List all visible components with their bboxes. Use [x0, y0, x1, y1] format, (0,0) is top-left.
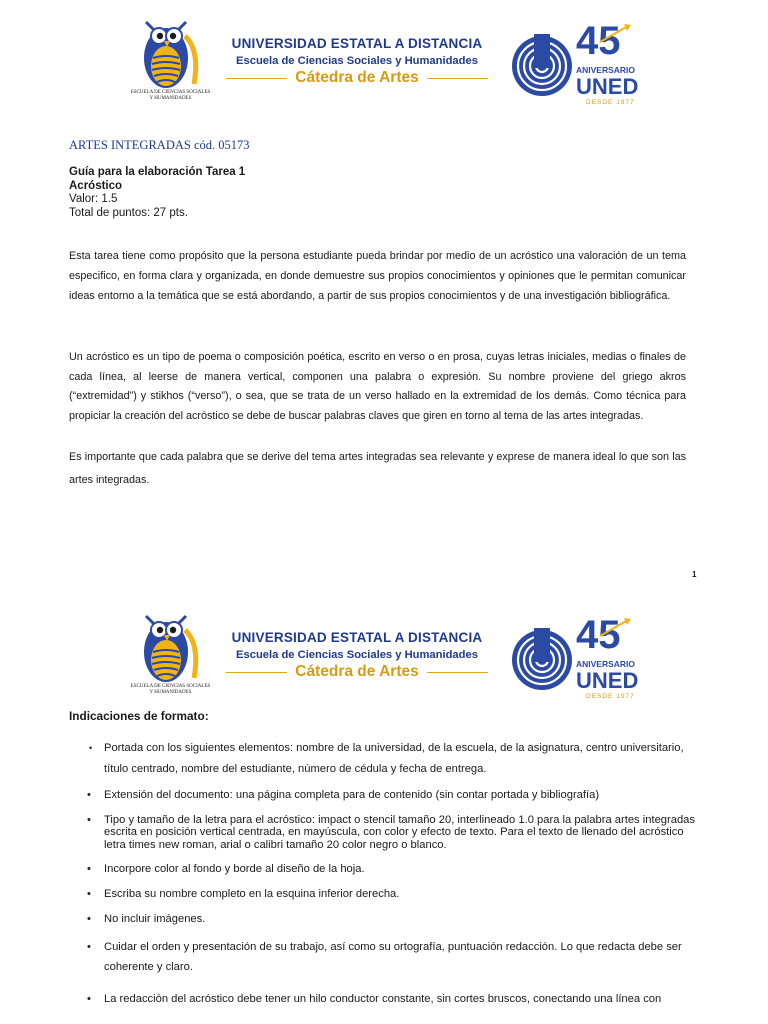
guide-subtitle: Acróstico	[69, 179, 123, 192]
format-heading: Indicaciones de formato:	[69, 709, 209, 723]
chair-name: Cátedra de Artes	[295, 69, 419, 86]
list-item: • No incluir imágenes.	[87, 913, 699, 926]
chair-row	[226, 663, 488, 681]
logo-caption: ESCUELA DE CIENCIAS SOCIALES Y HUMANIDADES	[130, 684, 211, 695]
guide-points: Total de puntos: 27 pts.	[69, 206, 188, 219]
institution-block	[226, 36, 488, 87]
divider	[427, 672, 488, 673]
university-name: UNIVERSIDAD ESTATAL A DISTANCIA	[231, 36, 483, 51]
paragraph-purpose: Esta tarea tiene como propósito que la persona estudiante pueda brindar por medio de un acróstico una valoración de un tema especifico, en forma clara y organizada, en donde demuestre sus propios conocimientos y opiniones que le permitan comunicar ideas entorno a la temática que se está abordando, a partir de sus propios conocimientos y de una investigación bibliográfica.	[69, 250, 686, 303]
institution-block	[226, 630, 488, 681]
page-header	[118, 604, 658, 704]
guide-value: Valor: 1.5	[69, 193, 118, 206]
chair-name: Cátedra de Artes	[295, 663, 419, 680]
anniversary-word: ANIVERSARIO	[576, 65, 636, 75]
guide-info	[69, 166, 245, 220]
list-item: • Incorpore color al fondo y borde al diseño de la hoja.	[87, 863, 699, 876]
uned-wordmark: UNED	[576, 668, 639, 693]
list-item: • Portada con los siguientes elementos: nombre de la universidad, de la escuela, de la asignatura, centro universitario, título centrado, nombre del estudiante, número de cédula y fecha de entrega.	[87, 738, 699, 780]
list-item: • Extensión del documento: una página completa para de contenido (sin contar portada y bibliografía)	[87, 789, 699, 802]
list-item: • Escriba su nombre completo en la esquina inferior derecha.	[87, 888, 699, 901]
anniversary-number: 45	[576, 19, 621, 63]
paragraph-importance: Es importante que cada palabra que se derive del tema artes integradas sea relevante y exprese de manera ideal lo que son las artes integradas.	[69, 451, 686, 486]
logo-caption: ESCUELA DE CIENCIAS SOCIALES Y HUMANIDADES	[130, 90, 211, 101]
school-name: Escuela de Ciencias Sociales y Humanidades	[236, 55, 478, 67]
university-name: UNIVERSIDAD ESTATAL A DISTANCIA	[231, 630, 483, 645]
chair-row	[226, 69, 488, 87]
list-item: • Cuidar el orden y presentación de su trabajo, así como su ortografía, puntuación redacción. Lo que redacta debe ser coherente y claro.	[87, 937, 699, 977]
divider	[226, 672, 287, 673]
anniversary-word: ANIVERSARIO	[576, 659, 636, 669]
uned-wordmark: UNED	[576, 74, 639, 99]
uned-45-anniversary-logo	[510, 606, 642, 702]
format-list	[87, 738, 699, 1021]
list-item: • La redacción del acróstico debe tener un hilo conductor constante, sin cortes bruscos, conectando una línea con	[87, 989, 699, 1009]
page-header	[118, 10, 658, 110]
page-number: 1	[692, 570, 697, 579]
divider	[226, 78, 287, 79]
since-year: DESDE 1977	[586, 693, 635, 700]
guide-title: Guía para la elaboración Tarea 1	[69, 166, 246, 178]
list-item: • Tipo y tamaño de la letra para el acróstico: impact o stencil tamaño 20, interlineado 1.0 para la palabra artes integradas escrita en posición vertical centrada, en mayúscula, con color y efecto de texto. Para el texto de llenado del acróstico letra times new roman, arial o calibri tamaño 20 color negro o blanco.	[87, 814, 699, 852]
school-name: Escuela de Ciencias Sociales y Humanidades	[236, 649, 478, 661]
divider	[427, 78, 488, 79]
uned-45-anniversary-logo	[510, 12, 642, 108]
since-year: DESDE 1977	[586, 99, 635, 106]
course-title: ARTES INTEGRADAS cód. 05173	[69, 138, 250, 152]
anniversary-number: 45	[576, 613, 621, 657]
paragraph-definition: Un acróstico es un tipo de poema o composición poética, escrito en verso o en prosa, cuyas letras iniciales, medias o finales de cada línea, al leerse de manera vertical, componen una palabra o expresión. Su nombre proviene del griego akros (“extremidad”) y stikhos (“verso”), o sea, que se trata de un verso hallado en la extremidad de los demás. Como técnica para propiciar la creación del acróstico se debe de buscar palabras claves que giren en torno al tema de las artes integradas.	[69, 351, 686, 422]
